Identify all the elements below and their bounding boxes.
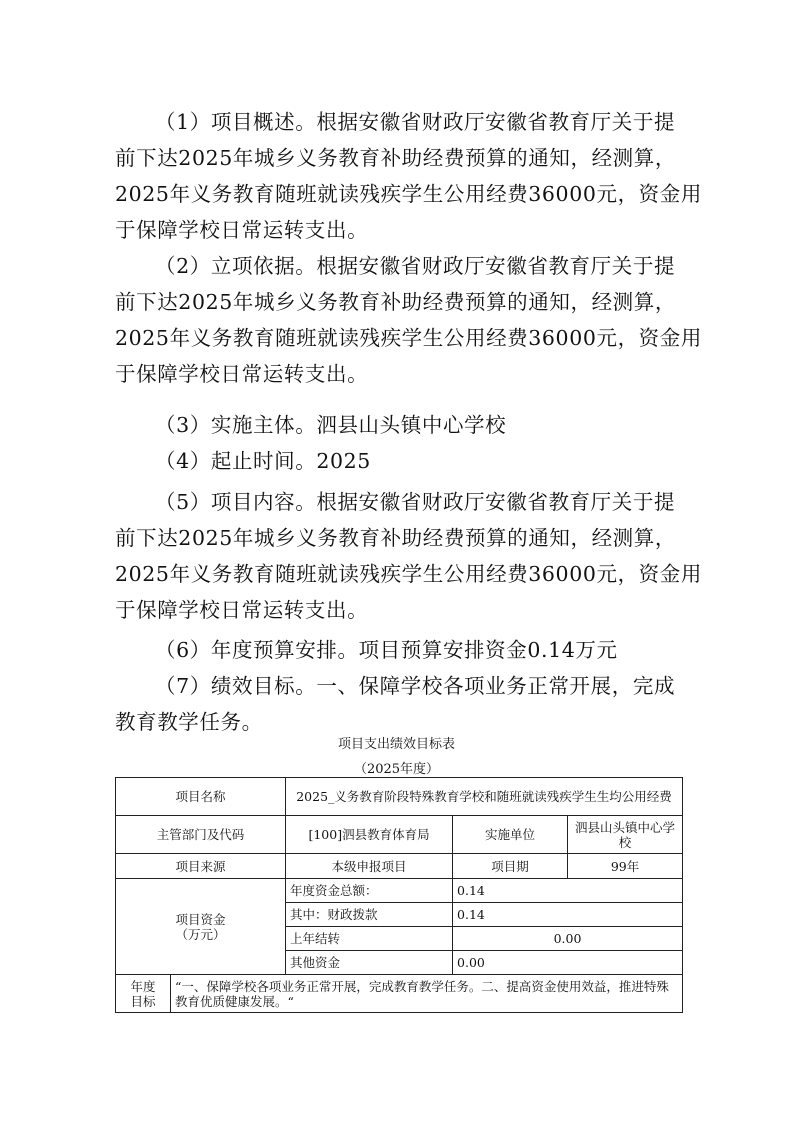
body-line: 2025年义务教育随班就读残疾学生公用经费36000元，资金用 (115, 182, 702, 206)
body-line: （7）绩效目标。一、保障学校各项业务正常开展，完成 (155, 674, 676, 698)
body-line: （1）项目概述。根据安徽省财政厅安徽省教育厅关于提 (155, 110, 676, 134)
table-subtitle: （2025年度） (353, 762, 440, 777)
period-label: 项目期 (453, 854, 568, 879)
dept-label: 主管部门及代码 (116, 816, 286, 854)
table-row (116, 816, 683, 854)
table-row (116, 975, 683, 1013)
body-line: 前下达2025年城乡义务教育补助经费预算的通知，经测算， (115, 290, 676, 314)
body-line: 于保障学校日常运转支出。 (115, 218, 369, 242)
table-row (116, 879, 683, 903)
unit-value: 泗县山头镇中心学校 (568, 816, 683, 854)
body-line: 于保障学校日常运转支出。 (115, 362, 369, 386)
body-line: （6）年度预算安排。项目预算安排资金0.14万元 (155, 638, 618, 662)
table-title: 项目支出绩效目标表 (337, 737, 455, 752)
funds-row-value: 0.14 (453, 903, 683, 927)
funds-row-label: 其中：财政拨款 (286, 903, 453, 927)
goal-value: “一、保障学校各项业务正常开展，完成教育教学任务。二、提高资金使用效益，推进特殊教育优质健康发展。“ (171, 975, 683, 1013)
body-line: （2）立项依据。根据安徽省财政厅安徽省教育厅关于提 (155, 254, 676, 278)
funds-row-value: 0.00 (453, 951, 683, 975)
project-name-label: 项目名称 (116, 778, 286, 816)
period-value: 99年 (568, 854, 683, 879)
body-line: （3）实施主体。泗县山头镇中心学校 (155, 413, 507, 437)
body-line: 教育教学任务。 (115, 710, 263, 734)
body-line: 于保障学校日常运转支出。 (115, 598, 369, 622)
body-line: 前下达2025年城乡义务教育补助经费预算的通知，经测算， (115, 146, 676, 170)
source-value: 本级申报项目 (286, 854, 453, 879)
funds-row-label: 其他资金 (286, 951, 453, 975)
goal-label-line2: 目标 (130, 993, 156, 1009)
funds-row-label: 上年结转 (286, 927, 453, 951)
funds-row-value: 0.00 (453, 927, 683, 951)
funds-row-label: 年度资金总额： (286, 879, 453, 903)
funds-row-value: 0.14 (453, 879, 683, 903)
funds-label-line2: （万元） (175, 926, 226, 942)
body-line: （5）项目内容。根据安徽省财政厅安徽省教育厅关于提 (155, 490, 676, 514)
body-line: 2025年义务教育随班就读残疾学生公用经费36000元，资金用 (115, 326, 702, 350)
table-row (116, 778, 683, 816)
project-name-value: 2025_义务教育阶段特殊教育学校和随班就读残疾学生生均公用经费 (286, 778, 683, 816)
body-line: 2025年义务教育随班就读残疾学生公用经费36000元，资金用 (115, 562, 702, 586)
funds-label (116, 879, 286, 975)
performance-target-table (115, 777, 683, 1013)
body-line: 前下达2025年城乡义务教育补助经费预算的通知，经测算， (115, 526, 676, 550)
source-label: 项目来源 (116, 854, 286, 879)
unit-label: 实施单位 (453, 816, 568, 854)
table-row (116, 854, 683, 879)
body-line: （4）起止时间。2025 (155, 449, 371, 473)
funds-label-line1: 项目资金 (175, 911, 226, 927)
dept-value: [100]泗县教育体育局 (286, 816, 453, 854)
goal-label (116, 975, 171, 1013)
goal-label-line1: 年度 (130, 978, 156, 994)
